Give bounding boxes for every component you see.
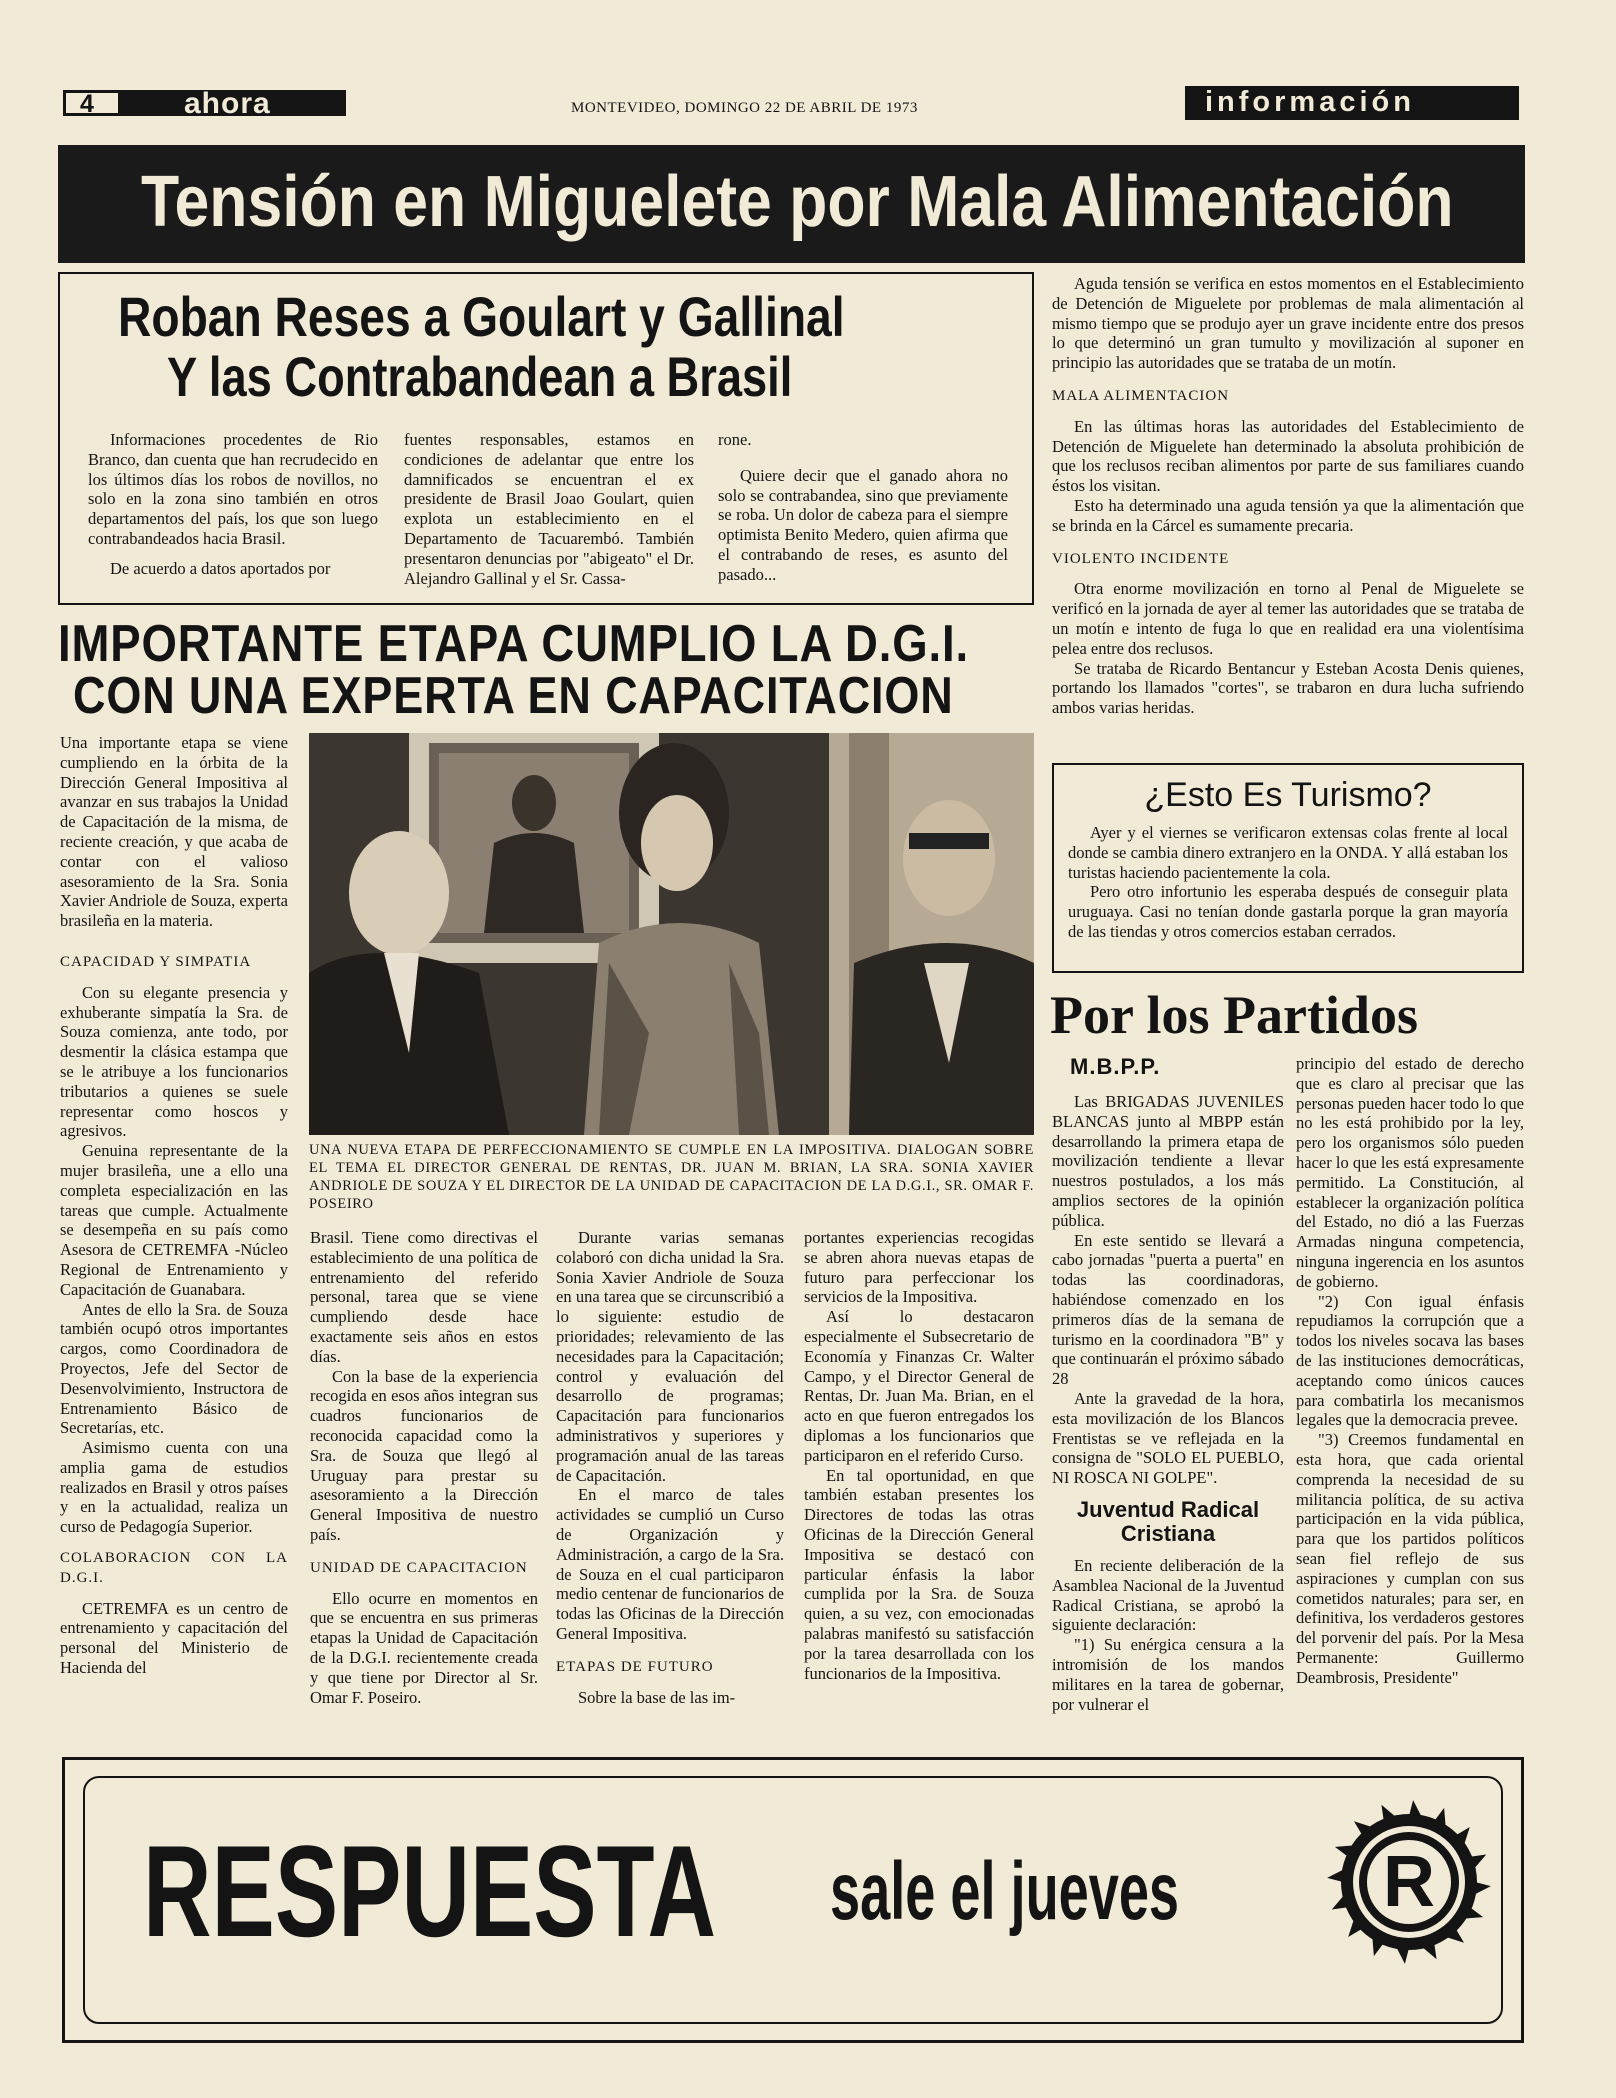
ad-headline: RESPUESTA bbox=[143, 1818, 717, 1964]
partidos-paragraph: "2) Con igual énfasis repudiamos la corrupción que a todos los niveles socava las bases de las instituciones democráticas, aceptando como únicos cauces para combatirla los mecanismos legales que la democracia prevee. bbox=[1296, 1291, 1524, 1430]
dgi-paragraph: Brasil. Tiene como directivas el establecimiento de una política de entrenamiento del referido personal, tarea que se viene cumpliendo desde hace exactamente seis años en estos días. bbox=[310, 1228, 538, 1366]
banner-bar bbox=[58, 145, 1525, 263]
dgi-headline-line2: CON UNA EXPERTA EN CAPACITACION bbox=[73, 667, 954, 725]
article-reses-box bbox=[58, 272, 1034, 605]
partidos-paragraph: En este sentido se llevará a cabo jornadas "puerta a puerta" en todas las coordinadoras, habiéndose comenzado en los primeros días de la semana de turismo en la coordinadora "B" y que continuarán el próximo sábado 28 bbox=[1052, 1230, 1284, 1389]
dgi-paragraph: Así lo destacaron especialmente el Subsecretario de Economía y Finanzas Cr. Walter Campo, y el Director General de Rentas, Dr. Juan Ma. Brian, en el acto en que fueron entregados los diplomas a los funcionarios que participaron en el referido Curso. bbox=[804, 1307, 1034, 1465]
partidos-paragraph: Las BRIGADAS JUVENILES BLANCAS junto al MBPP están desarrollando la primera etapa de movilización tendiente a llevar nuestros postulados, a los más amplios sectores de la opinión pública. bbox=[1052, 1092, 1284, 1230]
partidos-paragraph: En reciente deliberación de la Asamblea Nacional de la Juventud Radical Cristiana, se aprobó la siguiente declaración: bbox=[1052, 1555, 1284, 1635]
page-number-box bbox=[63, 90, 121, 116]
dgi-paragraph: Sobre la base de las im- bbox=[578, 1687, 736, 1707]
ad-logo bbox=[1325, 1798, 1493, 1966]
partidos-subhead: M.B.P.P. bbox=[1070, 1054, 1161, 1079]
ad-logo-letter: R bbox=[1383, 1842, 1435, 1922]
dgi-col-1 bbox=[60, 733, 288, 1678]
dgi-paragraph: CETREMFA es un centro de entrenamiento y capacitación del personal del Ministerio de Hacienda del bbox=[60, 1598, 288, 1678]
partidos-paragraph: principio del estado de derecho que es claro al precisar que las personas pueden hacer todo lo que no les está prohibido por la ley, pero los organismos sólo pueden hacer lo que les está expresamente permitido. La Constitución, al establecer la organización política del Estado, no dió a las Fuerzas Armadas ninguna competencia, ninguna ingerencia en los asuntos de gobierno. bbox=[1296, 1054, 1524, 1291]
page-header bbox=[63, 88, 1519, 120]
miguelete-paragraph: Esto ha determinado una aguda tensión ya que la alimentación que se brinda en la Cárcel es sumamente precaria. bbox=[1052, 495, 1524, 535]
dgi-subhead: UNIDAD DE CAPACITACION bbox=[310, 1559, 528, 1576]
partidos-paragraph: "1) Su enérgica censura a la intromisión de los mandos militares en la tarea de gobernar, por vulnerar el bbox=[1052, 1635, 1284, 1714]
dgi-paragraph: En el marco de tales actividades se cumplió un Curso de Organización y Administración, a cargo de la Sra. de Souza en el cual participaron medio centenar de funcionarios de todas las Oficinas de la Dirección General Impositiva. bbox=[556, 1485, 784, 1643]
miguelete-paragraph: Otra enorme movilización en torno al Penal de Miguelete se verificó en la jornada de ayer al temer las autoridades que se trataba de un motín e intento de fuga lo que en realidad era una violentísima pelea entre dos reclusos. bbox=[1052, 579, 1524, 658]
dgi-headline-line1: IMPORTANTE ETAPA CUMPLIO LA D.G.I. bbox=[58, 615, 970, 673]
reses-paragraph: fuentes responsables, estamos en condiciones de adelantar que entre los damnificados se encuentran el ex presidente de Brasil Joao Goulart, quien explota un establecimiento en el Departamento de Tacuarembó. También presentaron denuncias por "abigeato" el Dr. Alejandro Gallinal y el Sr. Cassa- bbox=[404, 430, 694, 588]
ad-inner-frame bbox=[83, 1776, 1503, 2024]
partidos-col-2 bbox=[1296, 1054, 1524, 1688]
miguelete-paragraph: Se trataba de Ricardo Bentancur y Esteban Acosta Denis quienes, portando los llamados "cortes", se trabaron en dura lucha sufriendo ambos varias heridas. bbox=[1052, 658, 1524, 718]
logo-ray bbox=[1396, 1947, 1409, 1964]
reses-paragraph: Quiere decir que el ganado ahora no solo se contrabandea, sino que previamente se roba. Un dolor de cabeza para el siempre optimista Benito Medero, quien afirma que el contrabando de reses, es asunto del pasado... bbox=[718, 465, 1008, 584]
reses-paragraph: Informaciones procedentes de Rio Branco, dan cuenta que han recrudecido en los últimos días los robos de novillos, no solo en la zona sino también en otros departamentos del país, los que son luego contrabandeados hacia Brasil. bbox=[88, 430, 378, 548]
dgi-photo bbox=[309, 733, 1034, 1135]
dgi-subhead: COLABORACION CON LA D.G.I. bbox=[60, 1550, 288, 1586]
dgi-paragraph: portantes experiencias recogidas se abren ahora nuevas etapas de futuro para perfeccionar los servicios de la Impositiva. bbox=[804, 1228, 1034, 1307]
dgi-subhead: ETAPAS DE FUTURO bbox=[556, 1658, 714, 1675]
partidos-col-1 bbox=[1052, 1054, 1284, 1714]
miguelete-subhead: MALA ALIMENTACION bbox=[1052, 387, 1230, 404]
turismo-paragraph: Pero otro infortunio les esperaba después de conseguir plata uruguaya. Casi no tenían donde gastarla porque la gran mayoría de las tiendas y otros comercios estaban cerrados. bbox=[1068, 882, 1508, 941]
section-label: información bbox=[1205, 86, 1415, 118]
dgi-paragraph: Ello ocurre en momentos en que se encuentra en sus primeras etapas la Unidad de Capacitación de la D.G.I. recientemente creada y que tiene por Director al Sr. Omar F. Poseiro. bbox=[310, 1588, 538, 1707]
logo-ray bbox=[1474, 1882, 1491, 1895]
reses-paragraph: rone. bbox=[718, 430, 752, 449]
dgi-paragraph: Genuina representante de la mujer brasileña, une a ello una completa especialización en las tareas que cumple. Actualmente se desempeña en su país como Asesora de CETREMFA -Núcleo Regional de Entrenamiento y Capacitación de Guanabara. bbox=[60, 1141, 288, 1299]
dgi-paragraph: Una importante etapa se viene cumpliendo en la órbita de la Dirección General Impositiva al avanzar en sus trabajos la Unidad de Capacitación de la misma, de reciente creación, y que acaba de contar con el valioso asesoramiento de la Sra. Sonia Xavier Andriole de Souza, experta brasileña en la materia. bbox=[60, 733, 288, 931]
article-turismo-box bbox=[1052, 763, 1524, 973]
dgi-col-3 bbox=[556, 1228, 784, 1707]
partidos-headline: Por los Partidos bbox=[1050, 985, 1418, 1045]
dgi-paragraph: Asimismo cuenta con una amplia gama de estudios realizados en Brasil y otros países y en la actualidad, realiza un curso de Pedagogía Superior. bbox=[60, 1438, 288, 1537]
dgi-subhead: CAPACIDAD Y SIMPATIA bbox=[60, 953, 252, 970]
turismo-headline: ¿Esto Es Turismo? bbox=[1144, 776, 1432, 814]
ad-logo-seal bbox=[1325, 1798, 1493, 1966]
partidos-paragraph: "3) Creemos fundamental en esta hora, que cada oriental comprenda la necesidad de su militancia política, de su activa participación en la vida pública, para que los partidos políticos sean fiel reflejo de sus aspiraciones y cumplan con sus cometidos naturales; para ser, en definitiva, los verdaderos gestores del porvenir del país. Por la Mesa Permanente: Guillermo Deambrosis, Presidente" bbox=[1296, 1430, 1524, 1687]
reses-col-3 bbox=[718, 430, 1008, 585]
reses-paragraph: De acuerdo a datos aportados por bbox=[110, 558, 331, 578]
dgi-paragraph: Con la base de la experiencia recogida en esos años integran sus cuadros funcionarios de reconocida capacidad como la Sra. de Souza que llegó al Uruguay para prestar su asesoramiento a la Dirección General Impositiva de nuestro país. bbox=[310, 1366, 538, 1544]
brand-box bbox=[121, 87, 346, 120]
article-miguelete bbox=[1052, 274, 1524, 718]
reses-headline-line2: Y las Contrabandean a Brasil bbox=[167, 345, 793, 408]
page-number: 4 bbox=[80, 90, 94, 118]
miguelete-paragraph: Aguda tensión se verifica en estos momentos en el Establecimiento de Detención de Miguelete por problemas de mala alimentación al mismo tiempo que se produjo ayer un grave incidente entre dos presos lo que determinó un gran tumulto y movilización al suponer en principio las autoridades que se trataba de un motín. bbox=[1052, 274, 1524, 373]
ad-tagline: sale el jueves bbox=[830, 1846, 1180, 1937]
banner-headline: Tensión en Miguelete por Mala Alimentación bbox=[141, 162, 1454, 242]
turismo-paragraph: Ayer y el viernes se verificaron extensas colas frente al local donde se cambia dinero extranjero en la ONDA. Y allá estaban los turistas haciendo pacientemente la cola. bbox=[1068, 823, 1508, 882]
partidos-subhead: Juventud Radical Cristiana bbox=[1076, 1496, 1260, 1546]
dgi-col-2 bbox=[310, 1228, 538, 1707]
reses-col-1 bbox=[88, 430, 378, 579]
photo-caption: UNA NUEVA ETAPA DE PERFECCIONAMIENTO SE CUMPLE EN LA IMPOSITIVA. DIALOGAN SOBRE EL TEMA EL DIRECTOR GENERAL DE RENTAS, DR. JUAN M. BRIAN, LA SRA. SONIA XAVIER ANDRIOLE DE SOUZA Y EL DIRECTOR DE LA UNIDAD DE CAPACITACION DE LA D.G.I., SR. OMAR F. POSEIRO bbox=[309, 1142, 1034, 1212]
dgi-col-4 bbox=[804, 1228, 1034, 1683]
section-box bbox=[1185, 86, 1519, 120]
ad-respuesta bbox=[62, 1757, 1524, 2043]
miguelete-subhead: VIOLENTO INCIDENTE bbox=[1052, 550, 1230, 567]
miguelete-paragraph: En las últimas horas las autoridades del Establecimiento de Detención de Miguelete han determinado la absoluta prohibición de que los reclusos reciban alimentos por parte de sus familiares cuando éstos los visitan. bbox=[1052, 416, 1524, 496]
logo-ray bbox=[1327, 1869, 1344, 1882]
dgi-paragraph: En tal oportunidad, en que también estaban presentes los Directores de todas las otras Oficinas de la Dirección General Impositiva se destacó con particular énfasis la labor cumplida por la Sra. de Souza quien, a su vez, con emocionadas palabras manifestó su satisfacción por la tarea desarrollada con los funcionarios de la Impositiva. bbox=[804, 1465, 1034, 1683]
dgi-paragraph: Durante varias semanas colaboró con dicha unidad la Sra. Sonia Xavier Andriole de Souza en una tarea que se circunscribió a lo siguiente: estudio de prioridades; relevamiento de las necesidades para la Capacitación; control y evaluación del desarrollo de programas; Capacitación para funcionarios administrativos y superiores y programación anual de las tareas de Capacitación. bbox=[556, 1228, 784, 1485]
dgi-paragraph: Antes de ello la Sra. de Souza también ocupó otros importantes cargos, como Coordinadora de Proyectos, Jefe del Sector de Desenvolvimiento, Instructora de Entrenamiento Básico de Secretarías, etc. bbox=[60, 1299, 288, 1438]
reses-col-2 bbox=[404, 430, 694, 588]
partidos-paragraph: Ante la gravedad de la hora, esta movilización de los Blancos Frentistas se ve reflejada en la consigna de "SOLO EL PUEBLO, NI ROSCA NI GOLPE". bbox=[1052, 1388, 1284, 1488]
photo-illustration bbox=[309, 733, 1034, 1135]
brand-name: ahora bbox=[184, 87, 271, 120]
logo-ray bbox=[1409, 1800, 1422, 1817]
dgi-paragraph: Con su elegante presencia y exhuberante simpatía la Sra. de Souza comienza, ante todo, por desmentir la clásica estampa que se le atribuye a los funcionarios tributarios a quienes se suele representar como hoscos y agresivos. bbox=[60, 982, 288, 1141]
dateline: MONTEVIDEO, DOMINGO 22 DE ABRIL DE 1973 bbox=[571, 100, 918, 116]
reses-headline-line1: Roban Reses a Goulart y Gallinal bbox=[118, 285, 845, 348]
